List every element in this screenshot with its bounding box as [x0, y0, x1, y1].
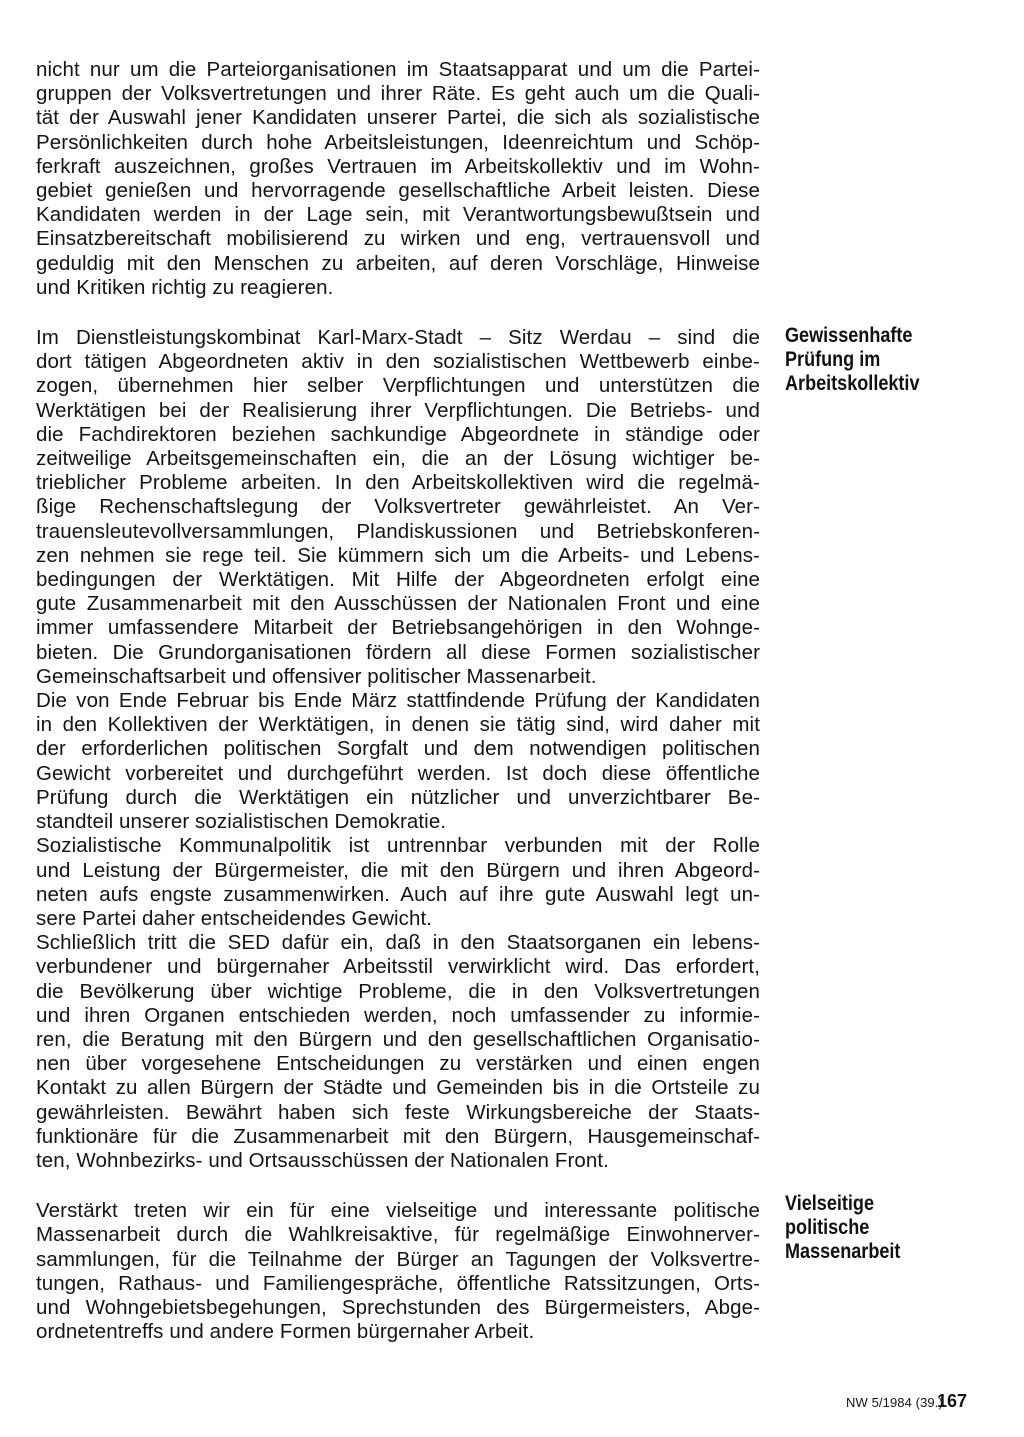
text-line: und ihren Organen entschieden werden, noch umfassender zu informie- — [36, 1003, 760, 1027]
side-heading-line: Prüfung im — [785, 348, 881, 371]
paragraph-3 — [36, 689, 760, 834]
text-line: Gewicht vorbereitet und durchgeführt werden. Ist doch diese öffentliche — [36, 761, 760, 785]
paragraph-2 — [36, 326, 760, 689]
text-line: Verstärkt treten wir ein für eine vielseitige und interessante politische — [36, 1199, 760, 1223]
text-line: Im Dienstleistungskombinat Karl-Marx-Stadt – Sitz Werdau – sind die — [36, 326, 760, 350]
text-line: und Leistung der Bürgermeister, die mit den Bürgern und ihren Abgeord- — [36, 858, 760, 882]
text-line: gebiet genießen und hervorragende gesellschaftliche Arbeit leisten. Diese — [36, 179, 760, 203]
text-line: ordnetentreffs und andere Formen bürgernaher Arbeit. — [36, 1320, 535, 1344]
side-heading-line: Vielseitige — [785, 1192, 875, 1215]
text-line: und Kritiken richtig zu reagieren. — [36, 275, 334, 299]
text-line: sammlungen, für die Teilnahme der Bürger an Tagungen der Volksvertre- — [36, 1247, 760, 1271]
paragraph-4 — [36, 834, 760, 931]
text-line: Schließlich tritt die SED dafür ein, daß in den Staatsorganen ein lebens- — [36, 931, 760, 955]
text-line: in den Kollektiven der Werktätigen, in denen sie tätig sind, wird daher mit — [36, 713, 760, 737]
text-line: und Wohngebietsbegehungen, Sprechstunden des Bürgermeisters, Abge- — [36, 1295, 760, 1319]
text-line: immer umfassendere Mitarbeit der Betriebsangehörigen in den Wohnge- — [36, 616, 760, 640]
paragraph-1 — [36, 58, 760, 300]
text-line: geduldig mit den Menschen zu arbeiten, auf deren Vorschläge, Hinweise — [36, 251, 760, 275]
text-line: trauensleutevollversammlungen, Plandiskussionen und Betriebskonferen- — [36, 519, 760, 543]
text-line: Gemeinschaftsarbeit und offensiver politischer Massenarbeit. — [36, 664, 597, 688]
text-line: Massenarbeit durch die Wahlkreisaktive, für regelmäßige Einwohnerver- — [36, 1223, 760, 1247]
section-gap — [36, 1173, 760, 1199]
text-line: neten aufs engste zusammenwirken. Auch auf ihre gute Auswahl legt un- — [36, 882, 760, 906]
text-line: der erforderlichen politischen Sorgfalt und dem notwendigen politischen — [36, 737, 760, 761]
text-line: Werktätigen bei der Realisierung ihrer Verpflichtungen. Die Betriebs- und — [36, 398, 760, 422]
text-line: funktionäre für die Zusammenarbeit mit den Bürgern, Hausgemeinschaf- — [36, 1124, 760, 1148]
side-heading-line: Massenarbeit — [785, 1240, 901, 1263]
side-heading-line: politische — [785, 1216, 870, 1239]
text-line: tungen, Rathaus- und Familiengespräche, öffentliche Ratssitzungen, Orts- — [36, 1271, 760, 1295]
text-line: gewährleisten. Bewährt haben sich feste Wirkungsbereiche der Staats- — [36, 1100, 760, 1124]
text-line: bieten. Die Grundorganisationen fördern all diese Formen sozialistischer — [36, 640, 760, 664]
text-line: dort tätigen Abgeordneten aktiv in den sozialistischen Wettbewerb einbe- — [36, 350, 760, 374]
text-line: Persönlichkeiten durch hohe Arbeitsleistungen, Ideenreichtum und Schöp- — [36, 130, 760, 154]
text-line: zen nehmen sie rege teil. Sie kümmern sich um die Arbeits- und Lebens- — [36, 543, 760, 567]
side-heading-line: Arbeitskollektiv — [785, 372, 920, 395]
text-line: Kandidaten werden in der Lage sein, mit Verantwortungsbewußtsein und — [36, 203, 760, 227]
text-line: die Bevölkerung über wichtige Probleme, die in den Volksvertretungen — [36, 979, 760, 1003]
text-line: nen über vorgesehene Entscheidungen zu verstärken und einen engen — [36, 1052, 760, 1076]
text-line: zeitweilige Arbeitsgemeinschaften ein, die an der Lösung wichtiger be- — [36, 447, 760, 471]
text-line: ren, die Beratung mit den Bürgern und den gesellschaftlichen Organisatio- — [36, 1027, 760, 1051]
text-line: trieblicher Probleme arbeiten. In den Arbeitskollektiven wird die regelmä- — [36, 471, 760, 495]
paragraph-6 — [36, 1199, 760, 1344]
section-gap — [36, 300, 760, 326]
text-line: Die von Ende Februar bis Ende März stattfindende Prüfung der Kandidaten — [36, 689, 760, 713]
text-line: ßige Rechenschaftslegung der Volksvertreter gewährleistet. An Ver- — [36, 495, 760, 519]
side-heading-vielseitige-massenarbeit — [785, 1192, 900, 1264]
text-line: ten, Wohnbezirks- und Ortsausschüssen der Nationalen Front. — [36, 1148, 609, 1172]
side-heading-line: Gewissenhafte — [785, 324, 913, 347]
text-line: Einsatzbereitschaft mobilisierend zu wirken und eng, vertrauensvoll und — [36, 227, 760, 251]
text-line: standteil unserer sozialistischen Demokratie. — [36, 810, 447, 834]
text-line: ferkraft auszeichnen, großes Vertrauen im Arbeitskollektiv und im Wohn- — [36, 154, 760, 178]
page-number: 167 — [937, 1391, 968, 1411]
text-line: bedingungen der Werktätigen. Mit Hilfe der Abgeordneten erfolgt eine — [36, 568, 760, 592]
text-line: die Fachdirektoren beziehen sachkundige Abgeordnete in ständige oder — [36, 422, 760, 446]
footer-reference: NW 5/1984 (39.) — [846, 1395, 943, 1410]
text-line: tät der Auswahl jener Kandidaten unserer Partei, die sich als sozialistische — [36, 106, 760, 130]
text-line: sere Partei daher entscheidendes Gewicht. — [36, 906, 433, 930]
text-line: gute Zusammenarbeit mit den Ausschüssen der Nationalen Front und eine — [36, 592, 760, 616]
text-line: gruppen der Volksvertretungen und ihrer Räte. Es geht auch um die Quali- — [36, 82, 760, 106]
text-line: Prüfung durch die Werktätigen ein nützlicher und unverzichtbarer Be- — [36, 785, 760, 809]
main-text-column — [36, 58, 760, 1344]
text-line: Kontakt zu allen Bürgern der Städte und Gemeinden bis in die Ortsteile zu — [36, 1076, 760, 1100]
paragraph-5 — [36, 931, 760, 1173]
side-heading-gewissenhafte-pruefung — [785, 324, 920, 396]
text-line: Sozialistische Kommunalpolitik ist untrennbar verbunden mit der Rolle — [36, 834, 760, 858]
text-line: nicht nur um die Parteiorganisationen im Staatsapparat und um die Partei- — [36, 58, 760, 81]
text-line: verbundener und bürgernaher Arbeitsstil verwirklicht wird. Das erfordert, — [36, 955, 760, 979]
text-line: zogen, übernehmen hier selber Verpflichtungen und unterstützen die — [36, 374, 760, 398]
